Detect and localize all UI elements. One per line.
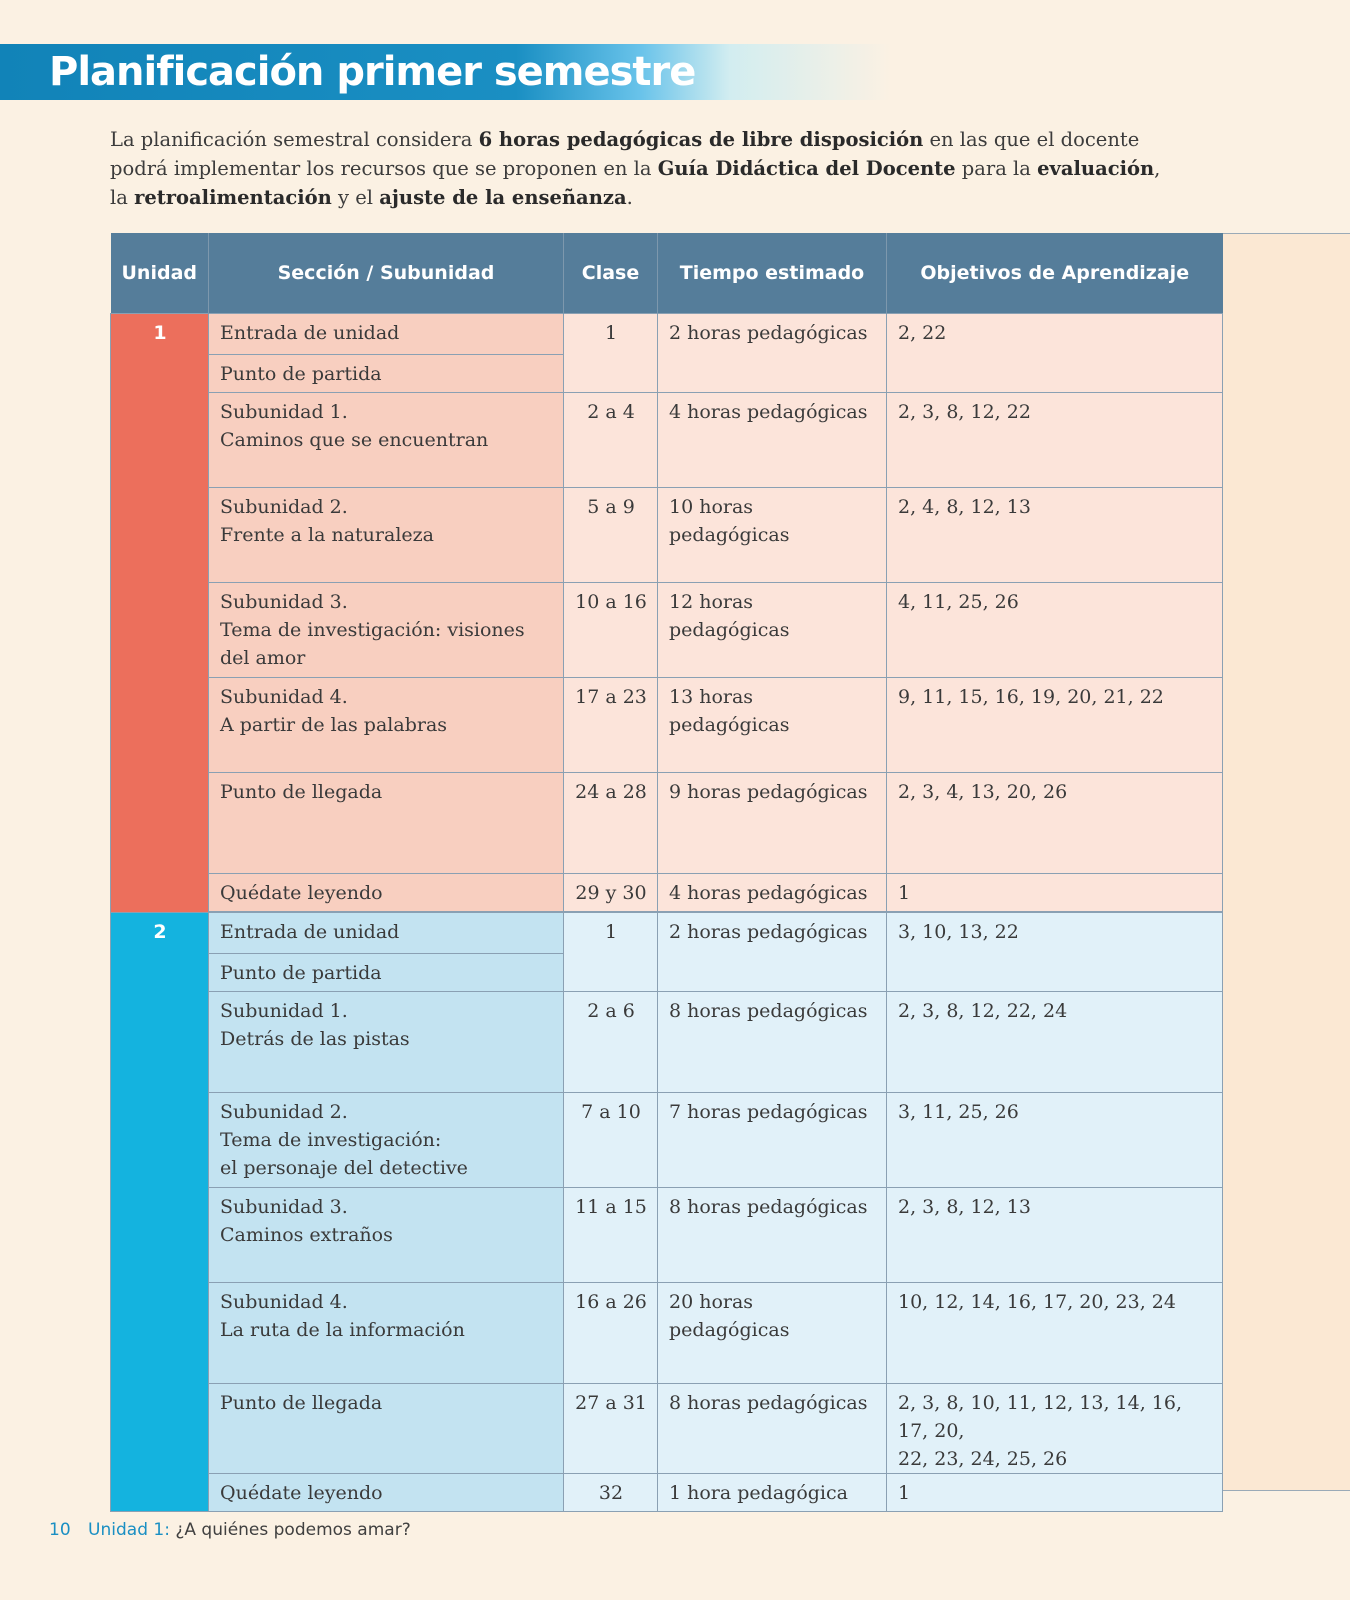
seccion-cell: [209, 488, 564, 583]
tiempo-cell: 13 horas pedagógicas: [658, 678, 887, 773]
objetivos-cell: 3, 10, 13, 22: [887, 913, 1223, 992]
objetivos-cell: 1: [887, 1474, 1223, 1512]
seccion-cell: Entrada de unidad: [209, 314, 564, 355]
table-row: [111, 393, 1223, 488]
tiempo-cell: 10 horas pedagógicas: [658, 488, 887, 583]
seccion-line: Subunidad 1.: [220, 401, 348, 423]
tiempo-cell: 20 horas pedagógicas: [658, 1283, 887, 1384]
clase-cell: 2 a 6: [564, 992, 658, 1093]
objetivos-cell: 2, 4, 8, 12, 13: [887, 488, 1223, 583]
seccion-cell: [209, 1188, 564, 1283]
objetivos-cell: 3, 11, 25, 26: [887, 1093, 1223, 1188]
objetivos-cell: 4, 11, 25, 26: [887, 583, 1223, 678]
objetivos-cell: 9, 11, 15, 16, 19, 20, 21, 22: [887, 678, 1223, 773]
seccion-line: el personaje del detective: [220, 1157, 468, 1179]
seccion-line: Subunidad 3.: [220, 1196, 348, 1218]
clase-cell: 1: [564, 314, 658, 393]
seccion-cell: Punto de llegada: [209, 1384, 564, 1474]
footer-unit-title: ¿A quiénes podemos amar?: [175, 1520, 411, 1540]
objetivos-cell: 2, 3, 8, 12, 13: [887, 1188, 1223, 1283]
clase-cell: 5 a 9: [564, 488, 658, 583]
table-row: [111, 1093, 1223, 1188]
clase-cell: 24 a 28: [564, 773, 658, 874]
seccion-line: Subunidad 2.: [220, 496, 348, 518]
tiempo-cell: 9 horas pedagógicas: [658, 773, 887, 874]
planning-table: [110, 233, 1223, 1512]
clase-cell: 17 a 23: [564, 678, 658, 773]
tiempo-cell: 4 horas pedagógicas: [658, 393, 887, 488]
page-footer: [49, 1519, 411, 1541]
objetivos-cell: 2, 3, 8, 12, 22: [887, 393, 1223, 488]
table-row: [111, 992, 1223, 1093]
unit-number-cell: 1: [111, 314, 209, 913]
seccion-cell: [209, 992, 564, 1093]
table-row: [111, 1188, 1223, 1283]
table-row: [111, 1474, 1223, 1512]
header-unidad: Unidad: [111, 233, 209, 314]
objetivos-line: 22, 23, 24, 25, 26: [898, 1448, 1068, 1470]
header-seccion: Sección / Subunidad: [209, 233, 564, 314]
clase-cell: 10 a 16: [564, 583, 658, 678]
table-row: [111, 314, 1223, 355]
tiempo-cell: 8 horas pedagógicas: [658, 1384, 887, 1474]
intro-paragraph: [110, 125, 1170, 212]
clase-cell: 7 a 10: [564, 1093, 658, 1188]
tiempo-cell: 8 horas pedagógicas: [658, 1188, 887, 1283]
seccion-line: A partir de las palabras: [220, 714, 448, 736]
tiempo-cell: 2 horas pedagógicas: [658, 314, 887, 393]
table-row: [111, 678, 1223, 773]
seccion-line: Caminos extraños: [220, 1224, 393, 1246]
seccion-line: Tema de investigación: visiones: [220, 619, 525, 641]
seccion-line: Subunidad 2.: [220, 1101, 348, 1123]
page-number: 10: [49, 1520, 71, 1540]
clase-cell: 11 a 15: [564, 1188, 658, 1283]
objetivos-cell: 2, 3, 4, 13, 20, 26: [887, 773, 1223, 874]
tiempo-cell: 8 horas pedagógicas: [658, 992, 887, 1093]
intro-bold: Guía Didáctica del Docente: [657, 157, 956, 180]
intro-text: .: [626, 186, 633, 209]
intro-text: para la: [955, 157, 1038, 180]
intro-text: La planificación semestral considera: [110, 128, 479, 151]
seccion-line: Detrás de las pistas: [220, 1028, 410, 1050]
clase-cell: 27 a 31: [564, 1384, 658, 1474]
seccion-cell: Punto de llegada: [209, 773, 564, 874]
objetivos-cell: 10, 12, 14, 16, 17, 20, 23, 24: [887, 1283, 1223, 1384]
seccion-cell: [209, 1283, 564, 1384]
objetivos-cell: [887, 1384, 1223, 1474]
header-tiempo: Tiempo estimado: [658, 233, 887, 314]
objetivos-line: 2, 3, 8, 10, 11, 12, 13, 14, 16, 17, 20,: [898, 1392, 1182, 1442]
table-row: [111, 583, 1223, 678]
table-row: [111, 773, 1223, 874]
table-header-row: [111, 233, 1223, 314]
table-row: [111, 1283, 1223, 1384]
table-row: [111, 488, 1223, 583]
tiempo-cell: 2 horas pedagógicas: [658, 913, 887, 992]
intro-bold: retroalimentación: [134, 186, 332, 209]
intro-text: , la: [110, 157, 1161, 209]
header-objetivos: Objetivos de Aprendizaje: [887, 233, 1223, 314]
seccion-line: La ruta de la información: [220, 1319, 465, 1341]
seccion-line: Subunidad 1.: [220, 1000, 348, 1022]
seccion-line: Subunidad 4.: [220, 686, 348, 708]
table-row: [111, 1384, 1223, 1474]
seccion-cell: [209, 678, 564, 773]
clase-cell: 2 a 4: [564, 393, 658, 488]
tiempo-cell: 4 horas pedagógicas: [658, 874, 887, 912]
clase-cell: 29 y 30: [564, 874, 658, 912]
table-row: [111, 913, 1223, 954]
seccion-cell: Quédate leyendo: [209, 874, 564, 912]
seccion-line: Subunidad 4.: [220, 1291, 348, 1313]
clase-cell: 1: [564, 913, 658, 992]
seccion-cell: [209, 583, 564, 678]
intro-text: y el: [331, 186, 380, 209]
seccion-cell: [209, 1093, 564, 1188]
table-row: [111, 874, 1223, 912]
seccion-line: Tema de investigación:: [220, 1129, 442, 1151]
table-right-strip: [1222, 233, 1350, 1491]
unit-number-cell: 2: [111, 913, 209, 1512]
objetivos-cell: 2, 3, 8, 12, 22, 24: [887, 992, 1223, 1093]
title-band: [0, 44, 890, 100]
seccion-line: Subunidad 3.: [220, 591, 348, 613]
seccion-cell: Quédate leyendo: [209, 1474, 564, 1512]
objetivos-cell: 2, 22: [887, 314, 1223, 393]
seccion-cell: Entrada de unidad: [209, 913, 564, 954]
header-clase: Clase: [564, 233, 658, 314]
seccion-line: del amor: [220, 647, 306, 669]
seccion-line: Caminos que se encuentran: [220, 429, 489, 451]
page-title: Planificación primer semestre: [49, 49, 696, 95]
intro-bold: 6 horas pedagógicas de libre disposición: [478, 128, 924, 151]
intro-bold: evaluación: [1037, 157, 1155, 180]
seccion-cell: Punto de partida: [209, 954, 564, 992]
intro-bold: ajuste de la enseñanza: [379, 186, 627, 209]
objetivos-cell: 1: [887, 874, 1223, 912]
tiempo-cell: 7 horas pedagógicas: [658, 1093, 887, 1188]
tiempo-cell: 12 horas pedagógicas: [658, 583, 887, 678]
seccion-cell: Punto de partida: [209, 355, 564, 393]
clase-cell: 16 a 26: [564, 1283, 658, 1384]
seccion-cell: [209, 393, 564, 488]
tiempo-cell: 1 hora pedagógica: [658, 1474, 887, 1512]
intro-text: en las que el docente podrá implementar los recursos que se proponen en la: [110, 128, 1140, 180]
seccion-line: Frente a la naturaleza: [220, 524, 434, 546]
clase-cell: 32: [564, 1474, 658, 1512]
footer-unit-label: Unidad 1:: [88, 1520, 170, 1540]
